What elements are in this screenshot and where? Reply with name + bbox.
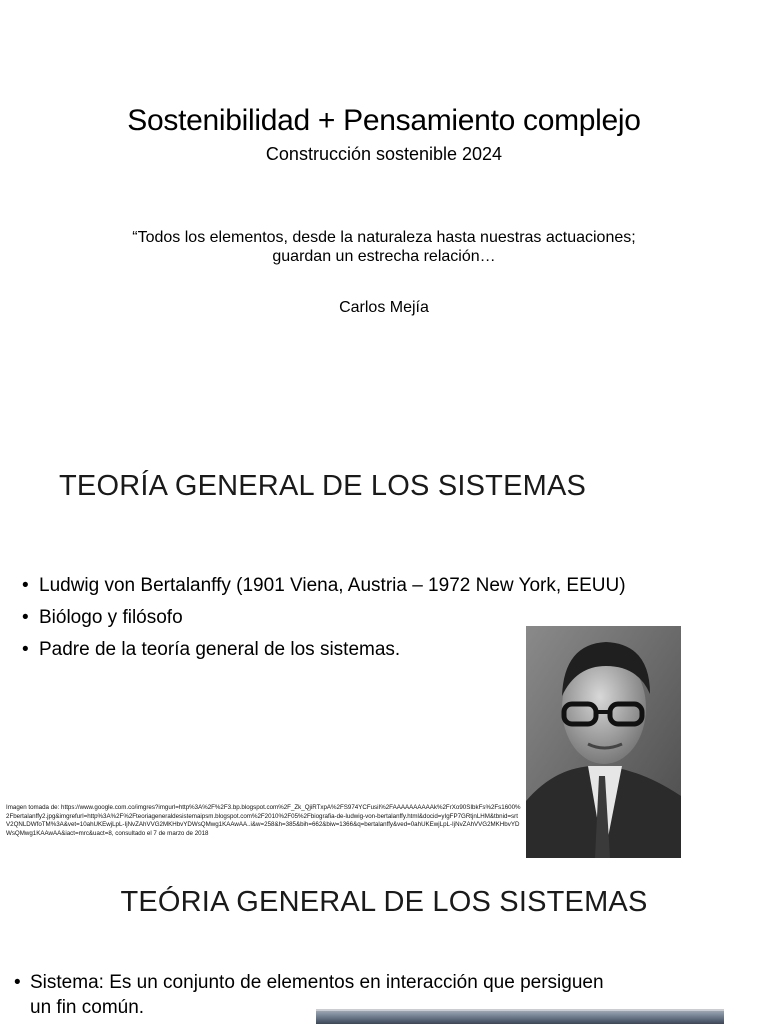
image-source-caption: Imagen tomada de: https://www.google.com.co/imgres?imgurl=http%3A%2F%2F3.bp.blogspot.com%2F_Zk_QjiRTxpA%2FS974YCFusiI%2FAAAAAAAAAAk%2FrXo90SIbkFs%2Fs1600%2Fbertalanffy2.jpg&imgrefurl=http%3A%2F%2Fteoriageneraldesistemaipsm.blogspot.com%2F2010%2F05%2Fbiografia-de-ludwig-von-bertalanffy.html&docid=yIgFP7GRtjnLHM&tbnid=srtV2QNLDWfoTM%3A&vet=10ahUKEwjLpL-IjNvZAhVVG2MKHbvYDWsQMwg1KAAwAA..i&w=258&h=385&bih=662&biw=1366&q=bertalanffy&ved=0ahUKEwjLpL-IjNvZAhVVG2MKHbvYDWsQMwg1KAAwAA&iact=mrc&uact=8, consultado el 7 de marzo de 2018 <box>6 804 521 837</box>
slide-title <box>0 0 768 440</box>
building-photo <box>316 1009 724 1024</box>
quote <box>0 228 768 266</box>
slide-bertalanffy <box>0 440 768 872</box>
list-item: • Padre de la teoría general de los sistemas. <box>22 634 626 666</box>
definition-line: un fin común. <box>30 997 145 1018</box>
definition-line: Sistema: Es un conjunto de elementos en interacción que persiguen <box>30 972 604 993</box>
quote-line: “Todos los elementos, desde la naturaleza hasta nuestras actuaciones; <box>132 229 636 246</box>
portrait-photo-icon <box>526 626 681 858</box>
slide-heading: TEORÍA GENERAL DE LOS SISTEMAS <box>59 470 587 502</box>
slide-heading: TEÓRIA GENERAL DE LOS SISTEMAS <box>120 886 648 918</box>
list-item: • Ludwig von Bertalanffy (1901 Viena, Austria – 1972 New York, EEUU) <box>22 570 626 602</box>
presentation-title: Sostenibilidad + Pensamiento complejo <box>127 104 641 137</box>
presentation-subtitle: Construcción sostenible 2024 <box>265 144 503 164</box>
definition-bullet: • Sistema: Es un conjunto de elementos en interacción que persiguen un fin común. <box>14 972 604 1018</box>
portrait-photo <box>526 626 681 858</box>
quote-line: guardan un estrecha relación… <box>272 248 496 265</box>
slide-definition <box>0 872 768 1024</box>
list-item: • Biólogo y filósofo <box>22 602 626 634</box>
quote-author: Carlos Mejía <box>339 299 429 316</box>
